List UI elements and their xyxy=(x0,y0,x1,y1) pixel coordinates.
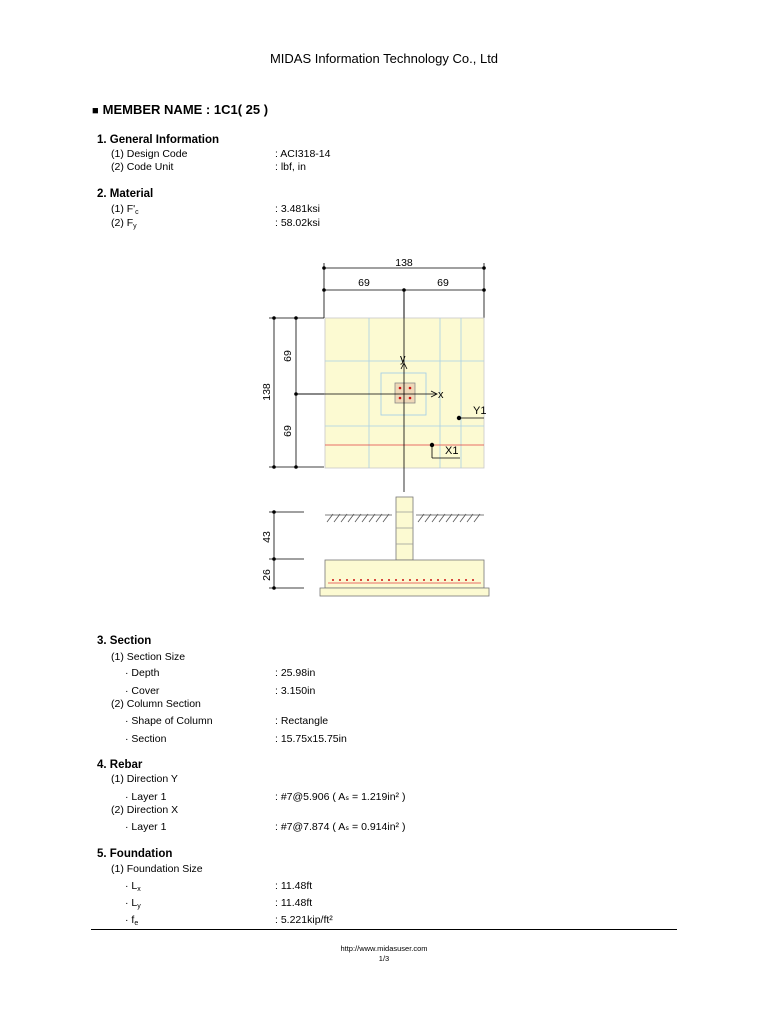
dir-x-label: (2) Direction X xyxy=(111,804,179,816)
section-size-label: (1) Section Size xyxy=(111,651,186,663)
foundation-heading: 5. Foundation xyxy=(97,848,173,860)
material-heading: 2. Material xyxy=(97,188,154,200)
column-elevation xyxy=(396,497,413,560)
left-total-dim: 138 xyxy=(261,383,273,401)
ly-value: : 11.48ft xyxy=(275,897,313,909)
footer-divider xyxy=(91,929,677,930)
top-left-dim: 69 xyxy=(358,277,370,289)
dir-y-label: (1) Direction Y xyxy=(111,773,178,785)
cover-label: · Cover xyxy=(125,685,160,697)
footing-elevation xyxy=(325,560,484,588)
point-x1-marker xyxy=(430,443,434,447)
fc-label: (1) $F'_c$ xyxy=(111,203,139,216)
foundation-size-label: (1) Foundation Size xyxy=(111,863,203,875)
rebar-heading: 4. Rebar xyxy=(97,759,143,771)
code-unit-label: (2) Code Unit xyxy=(111,161,174,173)
cover-value: : 3.150in xyxy=(275,685,316,697)
member-title: MEMBER NAME : 1C1( 25 ) xyxy=(102,102,269,117)
fy-value: : 58.02ksi xyxy=(275,217,320,229)
layer-x-label: · Layer 1 xyxy=(125,821,167,833)
left-upper-dim: 69 xyxy=(282,350,294,362)
fe-label: · $f_e$ xyxy=(125,914,139,927)
design-code-label: (1) Design Code xyxy=(111,148,188,160)
page-number: 1/3 xyxy=(378,954,390,963)
left-lower-dim: 69 xyxy=(282,425,294,437)
fy-label: (2) $F_y$ xyxy=(111,217,137,230)
lean-concrete xyxy=(320,588,489,596)
square-bullet-icon: ■ xyxy=(92,105,99,117)
elev-upper-dim: 43 xyxy=(261,531,273,543)
sect-value: : 15.75x15.75in xyxy=(275,733,347,745)
lx-label: · $L_x$ xyxy=(125,880,141,893)
shape-label: · Shape of Column xyxy=(125,715,213,727)
ly-label: · $L_y$ xyxy=(125,897,141,910)
section-heading: 3. Section xyxy=(97,635,152,647)
top-total-dim: 138 xyxy=(395,257,413,269)
company-name: MIDAS Information Technology Co., Ltd xyxy=(269,51,499,66)
column-section-label: (2) Column Section xyxy=(111,698,201,710)
point-x1-label: X1 xyxy=(445,445,459,457)
layer-x-value: : #7@7.874 ( Aₛ = 0.914in² ) xyxy=(275,821,406,833)
point-y1-marker xyxy=(457,416,461,420)
depth-value: : 25.98in xyxy=(275,667,316,679)
footing-drawing xyxy=(250,250,500,605)
bottom-rebar-dots xyxy=(332,579,474,581)
footer-url: http://www.midasuser.com xyxy=(340,944,428,953)
sect-label: · Section xyxy=(125,733,167,745)
design-code-value: : ACI318-14 xyxy=(275,148,331,160)
fc-value: : 3.481ksi xyxy=(275,203,320,215)
fe-value: : 5.221kip/ft² xyxy=(275,914,333,926)
elev-lower-dim: 26 xyxy=(261,569,273,581)
top-right-dim: 69 xyxy=(437,277,449,289)
shape-value: : Rectangle xyxy=(275,715,329,727)
elevation-dimension xyxy=(269,512,304,588)
general-heading: 1. General Information xyxy=(97,134,220,146)
axis-x-label: x xyxy=(438,389,444,401)
axis-y-label: y xyxy=(400,353,406,365)
lx-value: : 11.48ft xyxy=(275,880,313,892)
code-unit-value: : lbf, in xyxy=(275,161,306,173)
point-y1-label: Y1 xyxy=(473,405,487,417)
layer-y-label: · Layer 1 xyxy=(125,791,167,803)
layer-y-value: : #7@5.906 ( Aₛ = 1.219in² ) xyxy=(275,791,406,803)
depth-label: · Depth xyxy=(125,667,160,679)
member-name xyxy=(92,102,268,117)
column-section xyxy=(395,383,415,403)
